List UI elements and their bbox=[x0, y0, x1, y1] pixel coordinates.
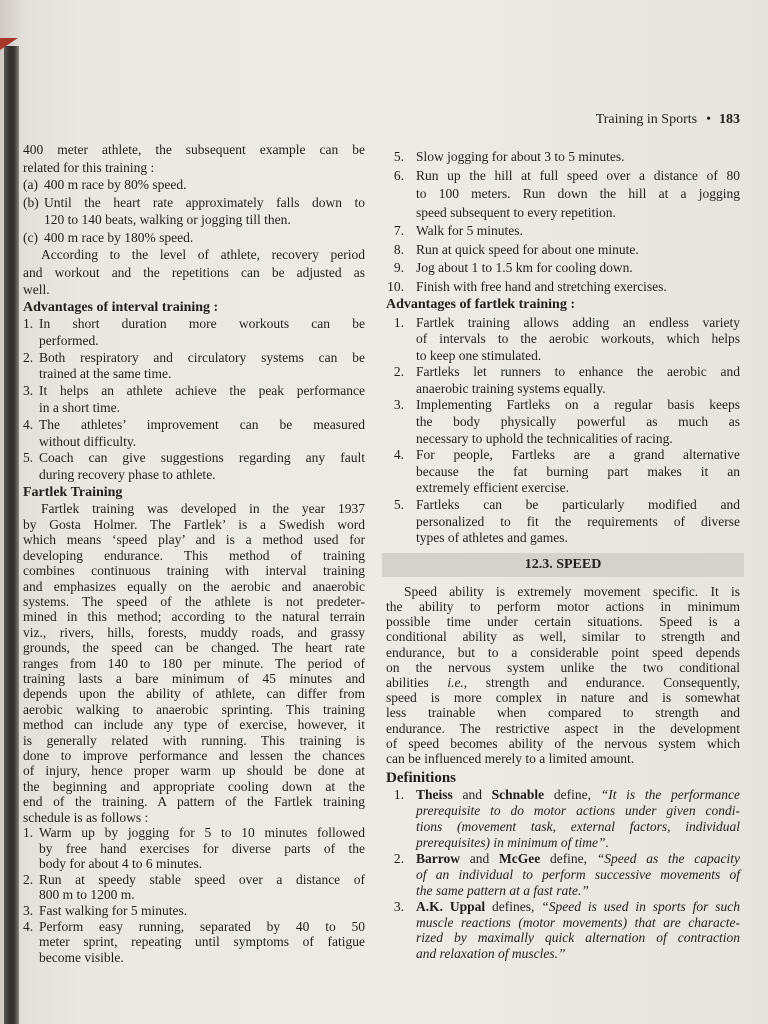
fartlek-schedule-list-continued bbox=[386, 148, 740, 296]
text-line: become visible. bbox=[39, 949, 124, 965]
fartlek-paragraph bbox=[23, 501, 365, 825]
text-line: related for this training : bbox=[23, 159, 155, 175]
list-item-text bbox=[416, 447, 740, 497]
list-item bbox=[23, 316, 365, 350]
list-item bbox=[386, 315, 740, 365]
list-item bbox=[23, 417, 365, 451]
list-marker: 10. bbox=[387, 278, 404, 294]
list-item bbox=[386, 364, 740, 397]
interval-advantages-heading: Advantages of interval training : bbox=[23, 299, 219, 315]
list-item bbox=[23, 872, 365, 903]
text-line: endurance, but to a considerable point speed depends bbox=[386, 644, 740, 660]
text-line: and emphasizes equally on the aerobic and anaerobic bbox=[23, 578, 365, 594]
text-line: Implementing Fartleks on a regular basis keeps bbox=[416, 397, 740, 413]
text-line: performed. bbox=[39, 332, 99, 348]
bold-text: A.K. Uppal bbox=[416, 898, 486, 914]
text-line: in a short time. bbox=[39, 399, 120, 415]
text-line: personalized to fit the requirements of diverse bbox=[416, 513, 740, 529]
list-marker: 3. bbox=[393, 397, 404, 413]
list-item-text bbox=[39, 825, 365, 872]
text-run: abilities bbox=[386, 675, 448, 691]
italic-text: and relaxation of muscles.” bbox=[416, 946, 566, 962]
text-line: anaerobic training systems equally. bbox=[416, 380, 606, 396]
text-line bbox=[416, 819, 740, 835]
speed-paragraph bbox=[386, 584, 740, 766]
text-line: of intervals to the aerobic workouts, which helps bbox=[416, 331, 740, 347]
list-item-text bbox=[416, 851, 740, 899]
list-item-text bbox=[39, 350, 365, 384]
list-marker: 2. bbox=[393, 364, 404, 380]
text-line bbox=[416, 851, 740, 867]
text-line: meter sprint, repeating until symptoms of fatigue bbox=[39, 934, 365, 950]
list-marker: (a) bbox=[23, 177, 38, 192]
list-marker: 2. bbox=[23, 349, 34, 365]
list-item bbox=[23, 229, 365, 247]
list-item-text bbox=[39, 450, 365, 484]
text-line: body for about 4 to 6 minutes. bbox=[39, 856, 203, 872]
italic-text: of an individual to perform successive movements of bbox=[416, 866, 740, 882]
list-item-text bbox=[39, 872, 365, 903]
text-line: grounds, the speed can be changed. The heart rate bbox=[23, 640, 365, 656]
text-line: Fartleks let runners to enhance the aerobic and bbox=[416, 364, 740, 380]
text-line bbox=[416, 883, 740, 899]
text-line: Coach can give suggestions regarding any fault bbox=[39, 450, 365, 466]
fartlek-schedule-list bbox=[23, 825, 365, 965]
list-item bbox=[386, 899, 740, 963]
list-item bbox=[386, 397, 740, 447]
fartlek-training-heading: Fartlek Training bbox=[23, 484, 123, 500]
text-line: Finish with free hand and stretching exercises. bbox=[416, 278, 667, 294]
text-line: 400 m race by 80% speed. bbox=[44, 177, 187, 192]
text-line: which means ‘speed play’ and is a method used for bbox=[23, 532, 365, 548]
list-item-text bbox=[416, 497, 740, 547]
text-line: Speed ability is extremely movement specific. It is bbox=[404, 583, 740, 599]
italic-text: prerequisite to do motor actions under given condi- bbox=[416, 803, 740, 819]
text-line: Both respiratory and circulatory systems can be bbox=[39, 349, 365, 365]
page-number: 183 bbox=[719, 112, 740, 127]
text-line: The athletes’ improvement can be measured bbox=[39, 416, 365, 432]
text-line bbox=[416, 915, 740, 931]
text-line: Perform easy running, separated by 40 to 50 bbox=[39, 918, 365, 934]
text-line: combines continuous training with interval training bbox=[23, 563, 365, 579]
text-line bbox=[416, 946, 740, 962]
text-line: done to improve performance and lessen the chances bbox=[23, 747, 365, 763]
text-line: during recovery phase to athlete. bbox=[39, 467, 216, 483]
list-item bbox=[386, 259, 740, 278]
text-line: 400 m race by 180% speed. bbox=[44, 229, 194, 245]
list-item-text bbox=[44, 229, 365, 247]
running-header bbox=[596, 111, 740, 129]
list-item-text bbox=[416, 278, 740, 297]
list-marker: 2. bbox=[23, 871, 34, 887]
italic-text: tions (movement task, external factors, individual bbox=[416, 819, 740, 835]
list-item-text bbox=[416, 222, 740, 241]
text-run: and bbox=[452, 787, 492, 803]
list-marker: 5. bbox=[23, 450, 34, 466]
list-item bbox=[386, 167, 740, 223]
list-item-text bbox=[39, 417, 365, 451]
continued-paragraph bbox=[23, 141, 365, 176]
list-marker: 6. bbox=[393, 167, 404, 183]
text-line: aerobic walking to anaerobic sprinting. This training bbox=[23, 701, 365, 717]
text-line: Run at quick speed for about one minute. bbox=[416, 241, 639, 257]
header-bullet: • bbox=[706, 112, 711, 127]
text-line: 800 m to 1200 m. bbox=[39, 887, 135, 903]
text-line: In short duration more workouts can be bbox=[39, 316, 365, 331]
list-marker: 4. bbox=[23, 918, 34, 934]
right-column bbox=[386, 148, 740, 962]
list-item bbox=[23, 903, 365, 919]
recovery-paragraph bbox=[23, 246, 365, 299]
list-marker: 5. bbox=[393, 497, 404, 513]
list-marker: 1. bbox=[393, 314, 404, 330]
bold-text: McGee bbox=[498, 850, 541, 866]
list-marker: 3. bbox=[23, 383, 34, 399]
text-line: systems. The speed of the athlete is not predeter- bbox=[23, 593, 365, 609]
list-item-text bbox=[39, 919, 365, 966]
list-marker: 4. bbox=[23, 416, 34, 432]
interval-advantages-list bbox=[23, 316, 365, 484]
list-item-text bbox=[416, 167, 740, 223]
list-marker: 8. bbox=[393, 241, 404, 257]
text-line: on the nervous system unlike the two conditional bbox=[386, 659, 740, 675]
text-line: Warm up by jogging for 5 to 10 minutes followed bbox=[39, 825, 365, 840]
text-line: the ability to perform motor actions in minimum bbox=[386, 599, 740, 615]
text-line: necessary to uphold the technicalities of racing. bbox=[416, 430, 673, 446]
text-line: to 100 meters. Run down the hill at a jogging bbox=[416, 186, 740, 201]
list-item bbox=[386, 447, 740, 497]
definitions-list bbox=[386, 787, 740, 962]
text-line: Fartlek training was developed in the year 1937 bbox=[41, 501, 365, 517]
fartlek-advantages-list bbox=[386, 315, 740, 547]
list-marker: 1. bbox=[23, 825, 34, 840]
text-line: Fast walking for 5 minutes. bbox=[39, 902, 188, 918]
text-line: conditional ability as well, similar to strength and bbox=[386, 629, 740, 645]
list-item bbox=[386, 497, 740, 547]
bold-text: Schnable bbox=[491, 787, 545, 803]
list-item bbox=[23, 176, 365, 194]
definitions-heading: Definitions bbox=[386, 770, 457, 787]
list-item-text bbox=[44, 194, 365, 229]
italic-text: “Speed is used in sports for such bbox=[541, 898, 740, 914]
list-item bbox=[386, 148, 740, 167]
text-line: Run up the hill at full speed over a distance of 80 bbox=[416, 167, 740, 183]
text-line: trained at the same time. bbox=[39, 366, 172, 382]
text-line: by free hand exercises for diverse parts of the bbox=[39, 840, 365, 856]
list-marker: 9. bbox=[393, 260, 404, 275]
text-line: the beginning and appropriate cooling down at the bbox=[23, 778, 365, 794]
example-list bbox=[23, 176, 365, 246]
text-line bbox=[416, 867, 740, 883]
list-item bbox=[23, 825, 365, 872]
italic-text: i.e., bbox=[447, 675, 468, 691]
text-line: Fartlek training allows adding an endless variety bbox=[416, 314, 740, 330]
list-item-text bbox=[44, 176, 365, 194]
text-run: define, bbox=[540, 850, 597, 866]
text-run: defines, bbox=[485, 898, 542, 914]
text-line: by Gosta Holmer. The Fartlek’ is a Swedish word bbox=[23, 516, 365, 532]
list-item-text bbox=[416, 397, 740, 447]
text-line: speed is more complex in nature and is somewhat bbox=[386, 690, 740, 706]
text-line: training lasts a bare minimum of 45 minutes and bbox=[23, 670, 365, 686]
section-heading: 12.3. SPEED bbox=[382, 553, 744, 577]
text-line: to keep one stimulated. bbox=[416, 347, 542, 363]
text-line bbox=[416, 930, 740, 946]
text-line: According to the level of athlete, recovery period bbox=[41, 247, 365, 262]
italic-text: the same pattern at a fast rate.” bbox=[416, 882, 589, 898]
text-line: schedule is as follows : bbox=[23, 809, 149, 825]
list-item bbox=[386, 851, 740, 899]
bold-text: Theiss bbox=[416, 787, 453, 803]
list-item-text bbox=[39, 383, 365, 417]
list-marker: 3. bbox=[393, 898, 404, 914]
text-line: depends upon the ability of athlete, can differ from bbox=[23, 686, 365, 702]
text-run: define, bbox=[544, 787, 601, 803]
list-item-text bbox=[416, 148, 740, 167]
text-line: For people, Fartleks are a grand alternative bbox=[416, 447, 740, 463]
list-item-text bbox=[39, 316, 365, 350]
text-line: can be influenced merely to a limited amount. bbox=[386, 751, 635, 767]
text-line: developing endurance. This method of training bbox=[23, 547, 365, 563]
list-item-text bbox=[416, 364, 740, 397]
text-line bbox=[416, 835, 740, 851]
list-marker: 1. bbox=[393, 787, 404, 803]
fartlek-advantages-heading: Advantages of fartlek training : bbox=[386, 297, 575, 312]
left-column bbox=[23, 141, 365, 965]
list-item bbox=[23, 919, 365, 966]
list-item-text bbox=[39, 903, 365, 919]
text-line: endurance. The restrictive aspect in the development bbox=[386, 720, 740, 736]
italic-text: prerequisites) in minimum of time”. bbox=[416, 834, 609, 850]
page-corner-mark bbox=[0, 38, 18, 50]
book-spine bbox=[4, 46, 19, 1024]
text-line: less trainable when compared to strength and bbox=[386, 705, 740, 721]
running-title: Training in Sports bbox=[595, 112, 698, 127]
text-line: of speed becomes ability of the nervous system which bbox=[386, 735, 740, 751]
list-item bbox=[23, 350, 365, 384]
text-run: and bbox=[460, 850, 499, 866]
text-line: end of the training. A pattern of the Fartlek training bbox=[23, 794, 365, 810]
text-line: Jog about 1 to 1.5 km for cooling down. bbox=[416, 260, 633, 275]
list-item bbox=[23, 194, 365, 229]
text-line: Slow jogging for about 3 to 5 minutes. bbox=[416, 149, 625, 164]
text-line bbox=[386, 675, 740, 690]
text-line: method can include any type of exercise, however, it bbox=[23, 717, 365, 733]
list-marker: (b) bbox=[23, 194, 39, 210]
text-line: It helps an athlete achieve the peak performance bbox=[39, 383, 365, 399]
list-item bbox=[386, 241, 740, 260]
list-item bbox=[386, 278, 740, 297]
list-marker: 1. bbox=[23, 316, 34, 331]
list-item-text bbox=[416, 241, 740, 260]
text-line: viz., rivers, hills, forests, muddy roads, and grassy bbox=[23, 624, 365, 640]
text-line: the body physically powerful as much as bbox=[416, 414, 740, 430]
text-line bbox=[416, 787, 740, 803]
text-line: without difficulty. bbox=[39, 433, 137, 449]
italic-text: “It is the performance bbox=[600, 787, 740, 803]
italic-text: muscle reactions (motor movements) that are characte- bbox=[416, 914, 740, 930]
list-item bbox=[386, 222, 740, 241]
list-item-text bbox=[416, 315, 740, 365]
text-line: Until the heart rate approximately falls down to bbox=[44, 194, 365, 210]
text-line: because the fat burning part makes it an bbox=[416, 463, 740, 479]
text-line: of injury, hence proper warm up should be done at bbox=[23, 763, 365, 779]
bold-text: Barrow bbox=[416, 850, 460, 866]
list-item bbox=[23, 450, 365, 484]
list-item-text bbox=[416, 899, 740, 963]
list-item bbox=[23, 383, 365, 417]
text-line: well. bbox=[23, 282, 50, 297]
text-line: ranges from 140 to 180 per minute. The period of bbox=[23, 655, 365, 671]
text-line: is generally related with running. This training is bbox=[23, 732, 365, 748]
list-marker: 5. bbox=[393, 149, 404, 164]
text-line: types of athletes and games. bbox=[416, 530, 568, 546]
list-marker: 7. bbox=[393, 223, 404, 238]
list-marker: (c) bbox=[23, 229, 38, 245]
text-line: possible time under certain situations. Speed is a bbox=[386, 614, 740, 630]
list-item-text bbox=[416, 787, 740, 851]
text-line: extremely efficient exercise. bbox=[416, 480, 570, 496]
italic-text: “Speed as the capacity bbox=[596, 850, 740, 866]
text-line: Fartleks can be particularly modified and bbox=[416, 497, 740, 513]
text-line bbox=[416, 899, 740, 915]
text-line bbox=[416, 803, 740, 819]
text-line: Run at speedy stable speed over a distance of bbox=[39, 871, 365, 887]
list-marker: 3. bbox=[23, 902, 34, 918]
text-line: 400 meter athlete, the subsequent example can be bbox=[23, 142, 365, 157]
list-marker: 2. bbox=[393, 850, 404, 866]
text-line: 120 to 140 beats, walking or jogging till then. bbox=[44, 212, 291, 227]
list-item-text bbox=[416, 259, 740, 278]
text-line: and workout and the repetitions can be adjusted as bbox=[23, 264, 365, 280]
list-item bbox=[386, 787, 740, 851]
text-line: speed subsequent to every repetition. bbox=[416, 204, 616, 220]
italic-text: rized by maximally quick alternation of contraction bbox=[416, 930, 740, 946]
text-line: Walk for 5 minutes. bbox=[416, 223, 523, 238]
text-line: mined in this method; according to the natural terrain bbox=[23, 609, 365, 625]
list-marker: 4. bbox=[393, 447, 404, 463]
text-run: strength and endurance. Consequently, bbox=[467, 675, 740, 691]
